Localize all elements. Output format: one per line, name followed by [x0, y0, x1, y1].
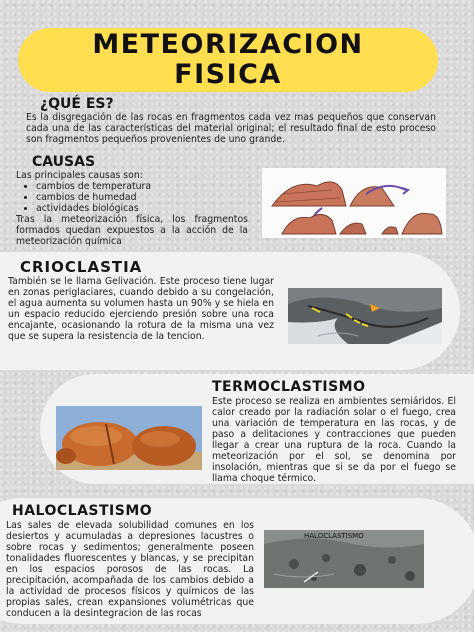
causas-list: [16, 181, 248, 214]
causas-heading: CAUSAS: [32, 154, 96, 170]
list-item: • cambios de humedad: [36, 192, 248, 203]
haloclastismo-heading: HALOCLASTISMO: [12, 503, 153, 519]
causas-block: [16, 170, 248, 247]
page-title-line1: METEORIZACION: [92, 29, 364, 60]
haloclastismo-text: Las sales de elevada solubilidad comunes en los desiertos y acumuladas a depresiones lacustres o sobre rocas y sedimentos; generalmente poseen tonalidades fluorescentes y blancas, y se precipitan en los espacios porosos de las rocas. La precipitación, acompañada de los cambios debido a la actividad de procesos físicos y químicos de las propias sales, crean expansiones volumétricas que conducen a la desintegracion de las rocas: [6, 520, 254, 619]
crioclastia-heading: CRIOCLASTIA: [20, 258, 143, 276]
termoclastismo-text: Este proceso se realiza en ambientes semiáridos. El calor creado por la radiación solar o el fuego, crea una variación de temperatura en las rocas, y de paso a delitaciones y contracciones que pueden llegar a crear una ruptura de la roca. Cuando la meteorización por el sol, se denomina por insolación, mientras que si se da por el fuego se llama choque térmico.: [212, 396, 456, 484]
salt-weathering-photo: [264, 530, 424, 588]
causas-intro: Las principales causas son:: [16, 170, 143, 181]
title-banner: [18, 28, 438, 92]
page-title-line2: FISICA: [174, 59, 282, 90]
crioclastia-text: También se le llama Gelivación. Este proceso tiene lugar en zonas periglaciares, cuando debido a su congelación, el agua aumenta su volumen hasta un 90% y se hiela en un espacio reducido ejerciendo presión sobre una roca encajante, ocasionando la rotura de la misma una vez que se supera la resistencia de la tencion.: [8, 276, 274, 342]
termoclastismo-heading: TERMOCLASTISMO: [212, 379, 366, 395]
causas-closing: Tras la meteorización física, los fragmentos formados quedan expuestos a la acción de la meteorización química: [16, 214, 248, 247]
list-item: • actividades biológicas: [36, 203, 248, 214]
haloclastismo-image-label: HALOCLASTISMO: [304, 532, 364, 540]
frost-wedging-photo: [288, 288, 442, 344]
rock-erosion-diagram: [262, 168, 446, 238]
rock-erosion-illustration: [262, 168, 446, 238]
que-es-heading: ¿QUÉ ES?: [40, 96, 114, 112]
que-es-text: Es la disgregación de las rocas en fragmentos cada vez mas pequeños que conservan cada una de las características del material original; el resultado final de esto proceso son fragmentos pequeños provenientes de uno grande.: [26, 112, 436, 145]
frost-wedging-illustration: [288, 288, 442, 344]
boulders-illustration: [56, 406, 202, 470]
rock-boulders-photo: [56, 406, 202, 470]
list-item: • cambios de temperatura: [36, 181, 248, 192]
